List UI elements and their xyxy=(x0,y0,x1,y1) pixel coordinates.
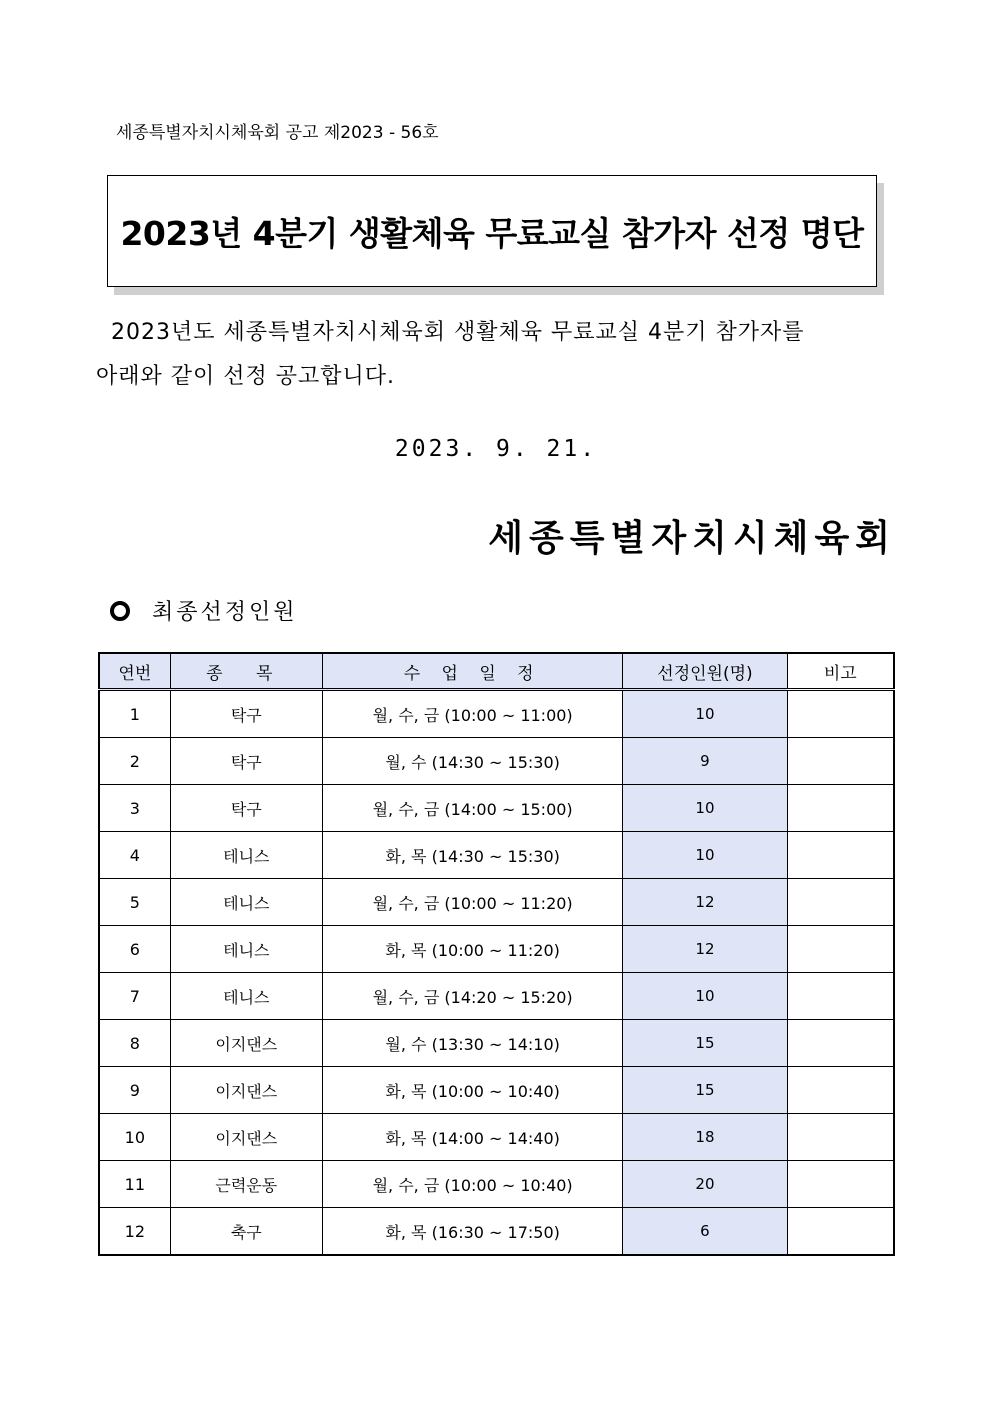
announcement-date: 2023. 9. 21. xyxy=(394,436,598,462)
cell-note xyxy=(787,1067,894,1114)
table-header-row xyxy=(99,653,894,690)
cell-count: 10 xyxy=(623,690,787,738)
table-row xyxy=(99,926,894,973)
section-heading xyxy=(110,595,298,626)
cell-no: 4 xyxy=(99,832,170,879)
table-row xyxy=(99,1114,894,1161)
cell-schedule: 월, 수, 금 (14:20 ~ 15:20) xyxy=(322,973,622,1020)
cell-no: 3 xyxy=(99,785,170,832)
cell-count: 20 xyxy=(623,1161,787,1208)
cell-sport: 이지댄스 xyxy=(170,1067,322,1114)
cell-sport: 테니스 xyxy=(170,926,322,973)
cell-schedule: 월, 수, 금 (10:00 ~ 11:20) xyxy=(322,879,622,926)
cell-schedule: 화, 목 (14:00 ~ 14:40) xyxy=(322,1114,622,1161)
cell-note xyxy=(787,973,894,1020)
cell-no: 6 xyxy=(99,926,170,973)
cell-count: 9 xyxy=(623,738,787,785)
table-row xyxy=(99,879,894,926)
table-row xyxy=(99,1208,894,1256)
cell-count: 12 xyxy=(623,879,787,926)
cell-no: 12 xyxy=(99,1208,170,1256)
cell-schedule: 화, 목 (16:30 ~ 17:50) xyxy=(322,1208,622,1256)
cell-note xyxy=(787,879,894,926)
cell-sport: 탁구 xyxy=(170,785,322,832)
cell-sport: 테니스 xyxy=(170,973,322,1020)
intro-paragraph xyxy=(96,311,886,399)
circle-bullet-icon xyxy=(110,601,130,621)
cell-no: 9 xyxy=(99,1067,170,1114)
cell-no: 7 xyxy=(99,973,170,1020)
document-title: 2023년 4분기 생활체육 무료교실 참가자 선정 명단 xyxy=(120,213,864,253)
cell-no: 1 xyxy=(99,690,170,738)
cell-count: 10 xyxy=(623,973,787,1020)
cell-sport: 축구 xyxy=(170,1208,322,1256)
cell-note xyxy=(787,1114,894,1161)
cell-no: 11 xyxy=(99,1161,170,1208)
cell-note xyxy=(787,832,894,879)
cell-schedule: 월, 수, 금 (14:00 ~ 15:00) xyxy=(322,785,622,832)
title-box xyxy=(107,175,877,287)
cell-schedule: 화, 목 (10:00 ~ 11:20) xyxy=(322,926,622,973)
cell-count: 6 xyxy=(623,1208,787,1256)
organization-name: 세종특별자치시체육회 xyxy=(488,518,896,559)
header-note: 비고 xyxy=(787,653,894,690)
table-row xyxy=(99,738,894,785)
cell-count: 12 xyxy=(623,926,787,973)
cell-count: 15 xyxy=(623,1067,787,1114)
cell-note xyxy=(787,1161,894,1208)
intro-line-2: 아래와 같이 선정 공고합니다. xyxy=(96,364,395,389)
table-row xyxy=(99,690,894,738)
cell-count: 10 xyxy=(623,832,787,879)
intro-line-1: 2023년도 세종특별자치시체육회 생활체육 무료교실 4분기 참가자를 xyxy=(111,320,805,345)
cell-sport: 이지댄스 xyxy=(170,1020,322,1067)
cell-no: 10 xyxy=(99,1114,170,1161)
cell-note xyxy=(787,1208,894,1256)
cell-note xyxy=(787,785,894,832)
participants-table xyxy=(98,652,895,1256)
cell-sport: 근력운동 xyxy=(170,1161,322,1208)
cell-schedule: 화, 목 (14:30 ~ 15:30) xyxy=(322,832,622,879)
cell-schedule: 월, 수 (13:30 ~ 14:10) xyxy=(322,1020,622,1067)
table-row xyxy=(99,1161,894,1208)
cell-count: 15 xyxy=(623,1020,787,1067)
cell-note xyxy=(787,1020,894,1067)
notice-number: 세종특별자치시체육회 공고 제2023 - 56호 xyxy=(116,123,439,143)
cell-sport: 테니스 xyxy=(170,879,322,926)
table-row xyxy=(99,1020,894,1067)
cell-note xyxy=(787,690,894,738)
cell-count: 10 xyxy=(623,785,787,832)
cell-no: 8 xyxy=(99,1020,170,1067)
cell-schedule: 월, 수, 금 (10:00 ~ 11:00) xyxy=(322,690,622,738)
table-row xyxy=(99,832,894,879)
cell-note xyxy=(787,926,894,973)
header-no: 연번 xyxy=(99,653,170,690)
cell-sport: 이지댄스 xyxy=(170,1114,322,1161)
cell-sport: 테니스 xyxy=(170,832,322,879)
header-schedule: 수 업 일 정 xyxy=(322,653,622,690)
section-title: 최종선정인원 xyxy=(152,600,298,625)
cell-no: 2 xyxy=(99,738,170,785)
table-row xyxy=(99,1067,894,1114)
table-row xyxy=(99,973,894,1020)
cell-note xyxy=(787,738,894,785)
header-sport: 종 목 xyxy=(170,653,322,690)
cell-schedule: 월, 수 (14:30 ~ 15:30) xyxy=(322,738,622,785)
cell-no: 5 xyxy=(99,879,170,926)
table-row xyxy=(99,785,894,832)
cell-sport: 탁구 xyxy=(170,738,322,785)
cell-schedule: 월, 수, 금 (10:00 ~ 10:40) xyxy=(322,1161,622,1208)
cell-schedule: 화, 목 (10:00 ~ 10:40) xyxy=(322,1067,622,1114)
cell-sport: 탁구 xyxy=(170,690,322,738)
cell-count: 18 xyxy=(623,1114,787,1161)
header-count: 선정인원(명) xyxy=(623,653,787,690)
